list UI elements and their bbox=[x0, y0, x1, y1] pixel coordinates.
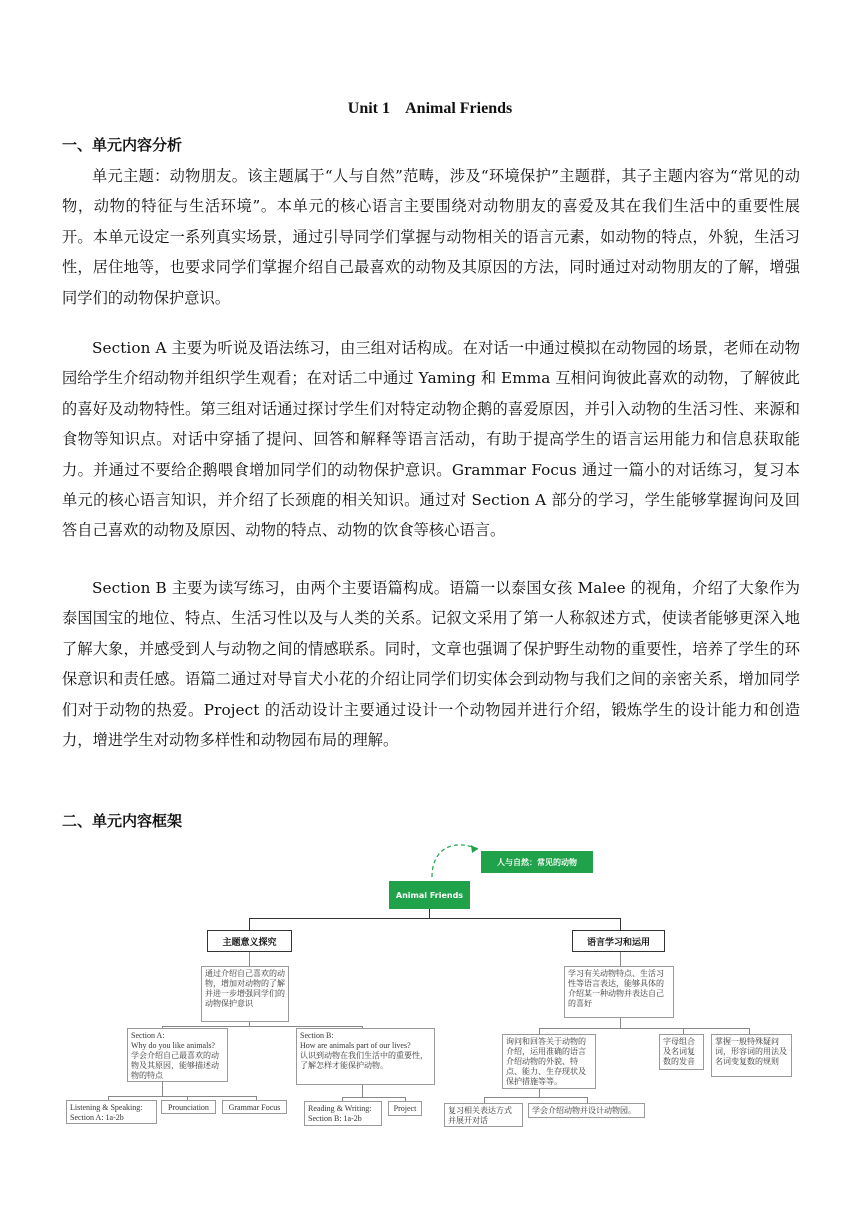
right-leaf-review: 复习相关表达方式并展开对话 bbox=[444, 1103, 523, 1127]
right-sub-grammar: 掌握一般特殊疑问词，形容词的用法及名词变复数的规则 bbox=[711, 1034, 792, 1077]
diagram-arrow bbox=[0, 835, 860, 1135]
leaf-pronunciation: Prounciation bbox=[161, 1100, 216, 1114]
connector bbox=[249, 918, 620, 919]
section-b-question: How are animals part of our lives? bbox=[300, 1041, 411, 1050]
category-theme-exploration: 主题意义探究 bbox=[207, 930, 292, 952]
connector bbox=[162, 1026, 362, 1027]
unit-title: Unit 1 Animal Friends bbox=[347, 100, 513, 117]
section-b-title: Section B: bbox=[300, 1031, 334, 1040]
connector bbox=[620, 952, 621, 966]
right-leaf-design-zoo: 学会介绍动物并设计动物园。 bbox=[528, 1103, 645, 1118]
leaf-grammar-focus: Grammar Focus bbox=[222, 1100, 287, 1114]
section-b-description: 认识到动物在我们生活中的重要性，了解怎样才能保护动物。 bbox=[300, 1051, 428, 1070]
connector bbox=[484, 1097, 587, 1098]
leaf-reading-writing: Reading & Writing: Section B: 1a-2b bbox=[304, 1101, 382, 1126]
connector bbox=[162, 1082, 163, 1096]
connector bbox=[620, 918, 621, 930]
section-a-question: Why do you like animals? bbox=[131, 1041, 215, 1050]
paragraph-section-a: Section A 主要为听说及语法练习，由三组对话构成。在对话一中通过模拟在动物园的场景，老师在动物园给学生介绍动物并组织学生观看；在对话二中通过 Yaming 和 Emma 互相问询彼此喜欢的动物，了解彼此的喜好及动物特性。第三组对话通过探讨学生们对特定动物企鹅的喜爱原因，并引入动物的生活习性、来源和食物等知识点。对话中穿插了提问、回答和解释等语言活动，有助于提高学生的语言运用能力和信息获取能力。并通过不要给企鹅喂食增加同学们的动物保护意识。Grammar Focus 通过一篇小的对话练习，复习本单元的核心语言知识，并介绍了长颈鹿的相关知识。通过对 Section A 部分的学习，学生能够掌握询问及回答自己喜欢的动物及原因、动物的特点、动物的饮食等核心语言。 bbox=[62, 339, 800, 540]
connector bbox=[249, 918, 250, 930]
connector bbox=[539, 1089, 540, 1097]
right-sub-pronunciation: 字母组合及名词复数的发音 bbox=[659, 1034, 704, 1070]
right-summary-box: 学习有关动物特点、生活习性等语言表达，能够具体的介绍某一种动物并表达自己的喜好 bbox=[564, 966, 674, 1018]
section-a-description: 学会介绍自己最喜欢的动物及其原因，能够描述动物的特点 bbox=[131, 1051, 219, 1080]
left-summary-box: 通过介绍自己喜欢的动物，增加对动物的了解并进一步增强同学们的动物保护意识 bbox=[201, 966, 289, 1022]
section-b-box bbox=[296, 1028, 435, 1085]
paragraph-section-b: Section B 主要为读写练习，由两个主要语篇构成。语篇一以泰国女孩 Malee 的视角，介绍了大象作为泰国国宝的地位、特点、生活习性以及与人类的关系。记叙文采用了第一人称叙述方式，使读者能够更深入地了解大象，并感受到人与动物之间的情感联系。同时，文章也强调了保护野生动物的重要性，培养了学生的环保意识和责任感。语篇二通过对导盲犬小花的介绍让同学们切实体会到动物与我们之间的亲密关系，增加同学们对于动物的热爱。Project 的活动设计主要通过设计一个动物园并进行介绍，锻炼学生的设计能力和创造力，增进学生对动物多样性和动物园布局的理解。 bbox=[62, 579, 800, 750]
category-language-learning: 语言学习和运用 bbox=[572, 930, 665, 952]
connector bbox=[620, 1018, 621, 1028]
section-heading-framework: 二、单元内容框架 bbox=[62, 812, 183, 830]
connector bbox=[342, 1097, 405, 1098]
section-a-box bbox=[127, 1028, 228, 1082]
leaf-project: Project bbox=[388, 1101, 422, 1116]
connector bbox=[249, 952, 250, 966]
leaf-listening-speaking: Listening & Speaking: Section A: 1a-2b bbox=[66, 1100, 157, 1124]
section-a-title: Section A: bbox=[131, 1031, 165, 1040]
connector bbox=[108, 1096, 256, 1097]
unit-framework-diagram bbox=[0, 835, 860, 1135]
connector bbox=[362, 1085, 363, 1097]
root-node-animal-friends: Animal Friends bbox=[389, 881, 470, 909]
connector bbox=[429, 909, 430, 918]
right-sub-dialogue: 询问和回答关于动物的介绍，运用准确的语言介绍动物的外貌、特点、能力、生存现状及保护措施等等。 bbox=[502, 1034, 596, 1089]
connector bbox=[539, 1028, 749, 1029]
section-heading-analysis: 一、单元内容分析 bbox=[62, 136, 183, 154]
paragraph-unit-theme: 单元主题：动物朋友。该主题属于“人与自然”范畴，涉及“环境保护”主题群，其子主题内容为“常见的动物，动物的特征与生活环境”。本单元的核心语言主要围绕对动物朋友的喜爱及其在我们生活中的重要性展开。本单元设定一系列真实场景，通过引导同学们掌握与动物相关的语言元素，如动物的特点，外貌，生活习性，居住地等，也要求同学们掌握介绍自己最喜欢的动物及其原因的方法，同时通过对动物朋友的了解，增强同学们的动物保护意识。 bbox=[62, 167, 800, 307]
top-theme-box: 人与自然：常见的动物 bbox=[481, 851, 593, 873]
